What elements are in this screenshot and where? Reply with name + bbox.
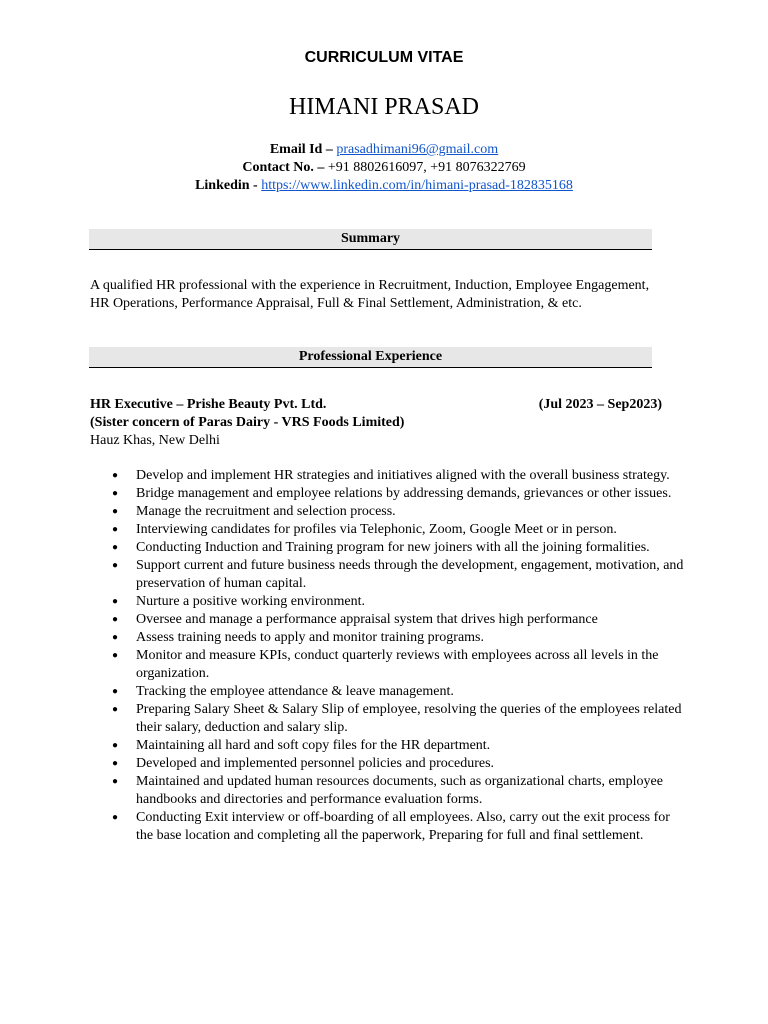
duty-list-item: ● Interviewing candidates for profiles via Telephonic, Zoom, Google Meet or in person. bbox=[90, 521, 685, 539]
duty-list-item: ● Tracking the employee attendance & leave management. bbox=[90, 683, 685, 701]
duty-list-item: ● Conducting Exit interview or off-boarding of all employees. Also, carry out the exit process for the base location and completing all the paperwork, Preparing for full and final settlement. bbox=[90, 809, 685, 845]
document-heading: CURRICULUM VITAE bbox=[304, 49, 464, 66]
experience-section-header: Professional Experience bbox=[89, 347, 652, 368]
linkedin-link[interactable]: https://www.linkedin.com/in/himani-prasad-182835168 bbox=[261, 178, 573, 193]
job-subtitle: (Sister concern of Paras Dairy - VRS Foods Limited) bbox=[90, 415, 405, 430]
duty-list-item: ● Support current and future business needs through the development, engagement, motivation, and preservation of human capital. bbox=[90, 557, 685, 593]
summary-text: A qualified HR professional with the experience in Recruitment, Induction, Employee Engagement, HR Operations, Performance Appraisal, Full & Final Settlement, Administration, & etc. bbox=[90, 278, 650, 311]
duty-list-item: ● Maintained and updated human resources documents, such as organizational charts, employee handbooks and directories and performance evaluation forms. bbox=[90, 773, 685, 809]
duty-list-item: ● Assess training needs to apply and monitor training programs. bbox=[90, 629, 685, 647]
email-line bbox=[0, 141, 768, 159]
phone-value: +91 8802616097, +91 8076322769 bbox=[327, 160, 526, 175]
linkedin-label: Linkedin - bbox=[195, 178, 262, 193]
phone-label: Contact No. – bbox=[242, 160, 328, 175]
duty-list-item: ● Maintaining all hard and soft copy files for the HR department. bbox=[90, 737, 685, 755]
duty-list-item: ● Develop and implement HR strategies and initiatives aligned with the overall business strategy. bbox=[90, 467, 685, 485]
phone-line bbox=[0, 159, 768, 177]
duty-list-item: ● Monitor and measure KPIs, conduct quarterly reviews with employees across all levels in the organization. bbox=[90, 647, 685, 683]
job-title-line bbox=[90, 396, 662, 414]
duty-list-item: ● Oversee and manage a performance appraisal system that drives high performance bbox=[90, 611, 685, 629]
duty-list-item: ● Nurture a positive working environment. bbox=[90, 593, 685, 611]
candidate-name: HIMANI PRASAD bbox=[288, 94, 480, 120]
job-dates: (Jul 2023 – Sep2023) bbox=[538, 397, 662, 412]
duty-list-item: ● Bridge management and employee relations by addressing demands, grievances or other issues. bbox=[90, 485, 685, 503]
duty-list-item: ● Manage the recruitment and selection process. bbox=[90, 503, 685, 521]
email-label: Email Id – bbox=[269, 142, 337, 157]
linkedin-line bbox=[0, 177, 768, 195]
job-location: Hauz Khas, New Delhi bbox=[90, 433, 220, 448]
duty-list-item: ● Conducting Induction and Training program for new joiners with all the joining formalities. bbox=[90, 539, 685, 557]
duty-list-item: ● Developed and implemented personnel policies and procedures. bbox=[90, 755, 685, 773]
duty-list-item: ● Preparing Salary Sheet & Salary Slip of employee, resolving the queries of the employees related their salary, deduction and salary slip. bbox=[90, 701, 685, 737]
job-title: HR Executive – Prishe Beauty Pvt. Ltd. bbox=[90, 397, 327, 412]
summary-section-header: Summary bbox=[89, 229, 652, 250]
email-link[interactable]: prasadhimani96@gmail.com bbox=[336, 142, 499, 157]
duties-list bbox=[90, 467, 685, 845]
